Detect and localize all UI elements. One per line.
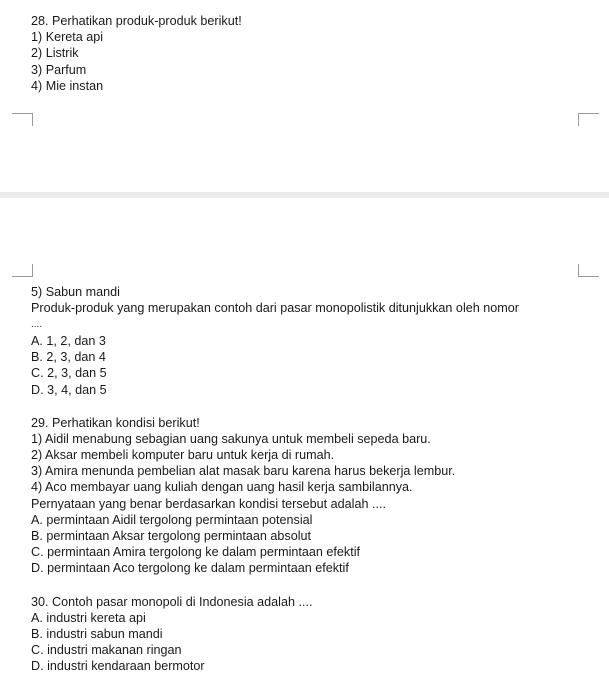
q30-option-d: D. industri kendaraan bermotor [31, 659, 205, 673]
q28-option-c: C. 2, 3, dan 5 [31, 366, 107, 380]
q30-title: 30. Contoh pasar monopoli di Indonesia adalah .... [31, 595, 313, 609]
page-separator [0, 192, 609, 198]
q30-option-b: B. industri sabun mandi [31, 627, 163, 641]
q28-question-cont: .... [31, 319, 43, 330]
crop-mark-bottom-right [578, 264, 599, 277]
q28-item-3: 3) Parfum [31, 63, 87, 77]
q28-title: 28. Perhatikan produk-produk berikut! [31, 14, 242, 28]
q30-option-a: A. industri kereta api [31, 611, 146, 625]
q28-item-2: 2) Listrik [31, 46, 79, 60]
q29-item-1: 1) Aidil menabung sebagian uang sakunya untuk membeli sepeda baru. [31, 432, 431, 446]
q29-question: Pernyataan yang benar berdasarkan kondisi tersebut adalah .... [31, 497, 386, 511]
q29-option-b: B. permintaan Aksar tergolong permintaan absolut [31, 529, 312, 543]
q28-item-4: 4) Mie instan [31, 79, 104, 93]
crop-mark-top-left [12, 113, 33, 126]
q28-item-1: 1) Kereta api [31, 30, 104, 44]
q29-item-3: 3) Amira menunda pembelian alat masak baru karena harus bekerja lembur. [31, 464, 456, 478]
q28-item-5: 5) Sabun mandi [31, 285, 120, 299]
q29-title: 29. Perhatikan kondisi berikut! [31, 416, 200, 430]
q28-option-a: A. 1, 2, dan 3 [31, 334, 106, 348]
q28-option-b: B. 2, 3, dan 4 [31, 350, 106, 364]
crop-mark-top-right [578, 113, 599, 126]
q29-item-2: 2) Aksar membeli komputer baru untuk kerja di rumah. [31, 448, 335, 462]
q29-option-c: C. permintaan Amira tergolong ke dalam permintaan efektif [31, 545, 361, 559]
q29-option-a: A. permintaan Aidil tergolong permintaan potensial [31, 513, 313, 527]
q29-option-d: D. permintaan Aco tergolong ke dalam permintaan efektif [31, 561, 349, 575]
q28-question: Produk-produk yang merupakan contoh dari pasar monopolistik ditunjukkan oleh nomor [31, 301, 519, 315]
q29-item-4: 4) Aco membayar uang kuliah dengan uang hasil kerja sambilannya. [31, 480, 413, 494]
q30-option-c: C. industri makanan ringan [31, 643, 182, 657]
q28-option-d: D. 3, 4, dan 5 [31, 383, 107, 397]
crop-mark-bottom-left [12, 264, 33, 277]
